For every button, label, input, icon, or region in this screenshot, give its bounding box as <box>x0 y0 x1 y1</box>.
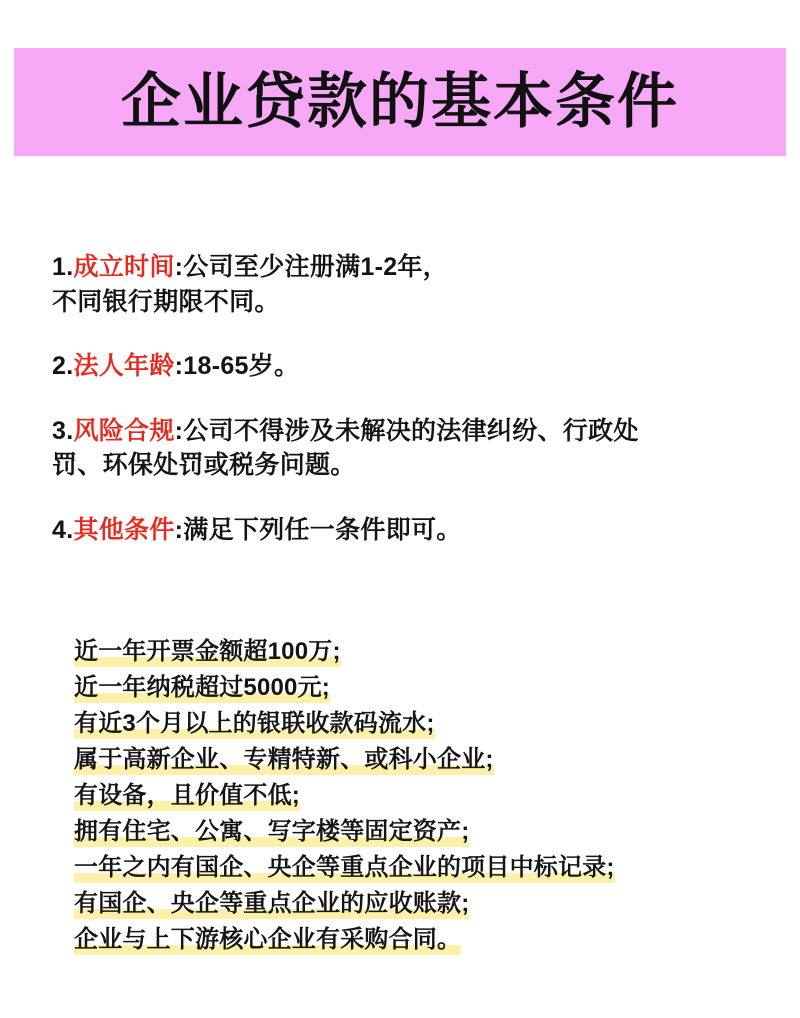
list-item <box>74 784 726 808</box>
page-title: 企业贷款的基本条件 <box>121 67 679 137</box>
item-text: 满足下列任一条件即可。 <box>183 515 462 544</box>
item-label: 风险合规 <box>73 416 175 445</box>
sub-condition-text: 有设备，且价值不低; <box>74 782 300 809</box>
item-number: 4. <box>52 515 74 544</box>
title-banner <box>14 48 786 156</box>
item-text: 公司不得涉及未解决的法律纠纷、行政处 <box>183 416 639 445</box>
list-item <box>74 928 726 952</box>
condition-line <box>52 513 748 548</box>
list-item <box>52 349 748 384</box>
item-number: 3. <box>52 416 74 445</box>
item-number: 1. <box>52 253 74 281</box>
sub-condition-text: 属于高新企业、专精特新、或科小企业; <box>74 746 494 773</box>
sub-condition-text: 企业与上下游核心企业有采购合同。 <box>74 926 462 953</box>
list-item <box>74 748 726 772</box>
sub-condition-text: 有近3个月以上的银联收款码流水; <box>74 710 435 737</box>
item-separator: : <box>174 253 184 281</box>
item-label: 成立时间 <box>73 253 175 281</box>
sub-condition-text: 有国企、央企等重点企业的应收账款; <box>74 890 470 917</box>
condition-line <box>52 414 748 449</box>
condition-line-2: 罚、环保处罚或税务问题。 <box>52 451 356 479</box>
item-label: 其他条件 <box>73 515 175 544</box>
item-separator: : <box>174 515 184 544</box>
sub-condition-text: 一年之内有国企、央企等重点企业的项目中标记录; <box>74 854 615 881</box>
sub-condition-text: 拥有住宅、公寓、写字楼等固定资产; <box>74 818 470 845</box>
other-conditions-list <box>0 640 800 964</box>
condition-line <box>52 349 748 384</box>
item-separator: : <box>174 352 184 380</box>
item-text: 公司至少注册满1-2年， <box>183 253 449 281</box>
condition-line-2: 不同银行期限不同。 <box>52 287 280 316</box>
item-number: 2. <box>52 352 74 380</box>
sub-condition-text: 近一年纳税超过5000元; <box>74 674 330 701</box>
list-item <box>52 250 748 319</box>
conditions-list <box>0 250 800 577</box>
list-item <box>52 414 748 483</box>
list-item <box>74 892 726 916</box>
condition-line <box>52 250 748 285</box>
list-item <box>74 820 726 844</box>
list-item <box>74 712 726 736</box>
list-item <box>74 676 726 700</box>
item-text: 18-65岁。 <box>183 352 300 380</box>
list-item <box>74 640 726 664</box>
item-separator: : <box>174 416 184 445</box>
list-item <box>52 513 748 548</box>
item-label: 法人年龄 <box>73 352 175 380</box>
list-item <box>74 856 726 880</box>
sub-condition-text: 近一年开票金额超100万; <box>74 638 341 665</box>
